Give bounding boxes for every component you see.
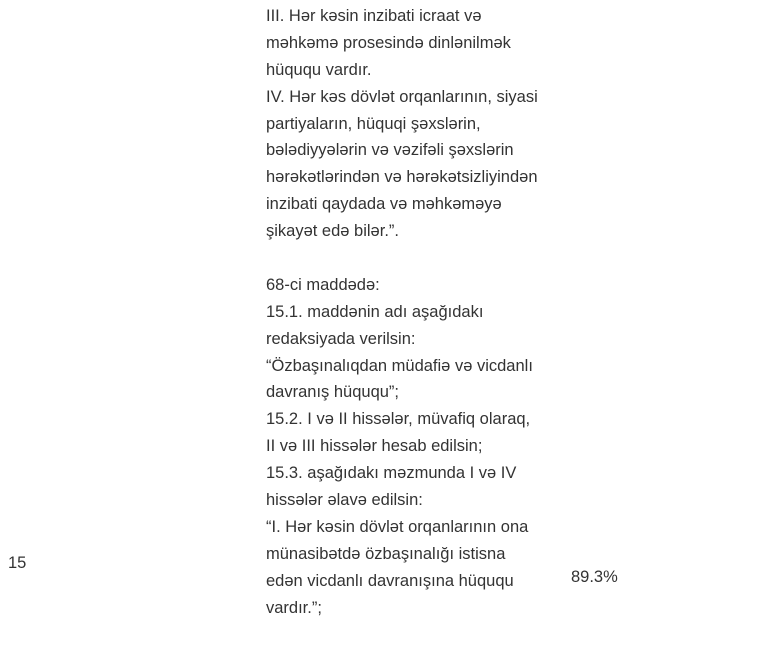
text-line: IV. Hər kəs dövlət orqanlarının, siyasi	[266, 87, 538, 106]
text-line: inzibati qaydada və məhkəməyə	[266, 195, 502, 214]
row-number: 15	[8, 554, 27, 572]
text-line: 15.2. I və II hissələr, müvafiq olaraq,	[266, 410, 531, 429]
text-cell	[266, 3, 566, 621]
text-line: məhkəmə prosesində dinlənilmək	[266, 33, 511, 52]
text-line: 15.3. aşağıdakı məzmunda I və IV	[266, 464, 517, 483]
blank-line	[266, 245, 566, 272]
text-line: hissələr əlavə edilsin:	[266, 491, 423, 510]
text-line: III. Hər kəsin inzibati icraat və	[266, 7, 482, 25]
text-line: partiyaların, hüquqi şəxslərin,	[266, 114, 481, 133]
text-line: vardır.”;	[266, 598, 322, 617]
text-line: davranış hüququ”;	[266, 383, 400, 402]
text-line: edən vicdanlı davranışına hüququ	[266, 571, 514, 590]
text-line: II və III hissələr hesab edilsin;	[266, 437, 483, 456]
text-line: şikayət edə bilər.”.	[266, 222, 399, 241]
text-line: “Özbaşınalıqdan müdafiə və vicdanlı	[266, 356, 533, 375]
text-line: bələdiyyələrin və vəzifəli şəxslərin	[266, 141, 514, 160]
text-line: redaksiyada verilsin:	[266, 329, 416, 348]
text-line: hərəkətlərindən və hərəkətsizliyindən	[266, 168, 538, 187]
text-line: 68-ci maddədə:	[266, 275, 380, 294]
text-line: münasibətdə özbaşınalığı istisna	[266, 544, 506, 563]
text-line: hüququ vardır.	[266, 60, 372, 79]
text-line: 15.1. maddənin adı aşağıdakı	[266, 302, 484, 321]
similarity-percentage: 89.3%	[571, 568, 618, 586]
text-line: “I. Hər kəsin dövlət orqanlarının ona	[266, 517, 529, 536]
